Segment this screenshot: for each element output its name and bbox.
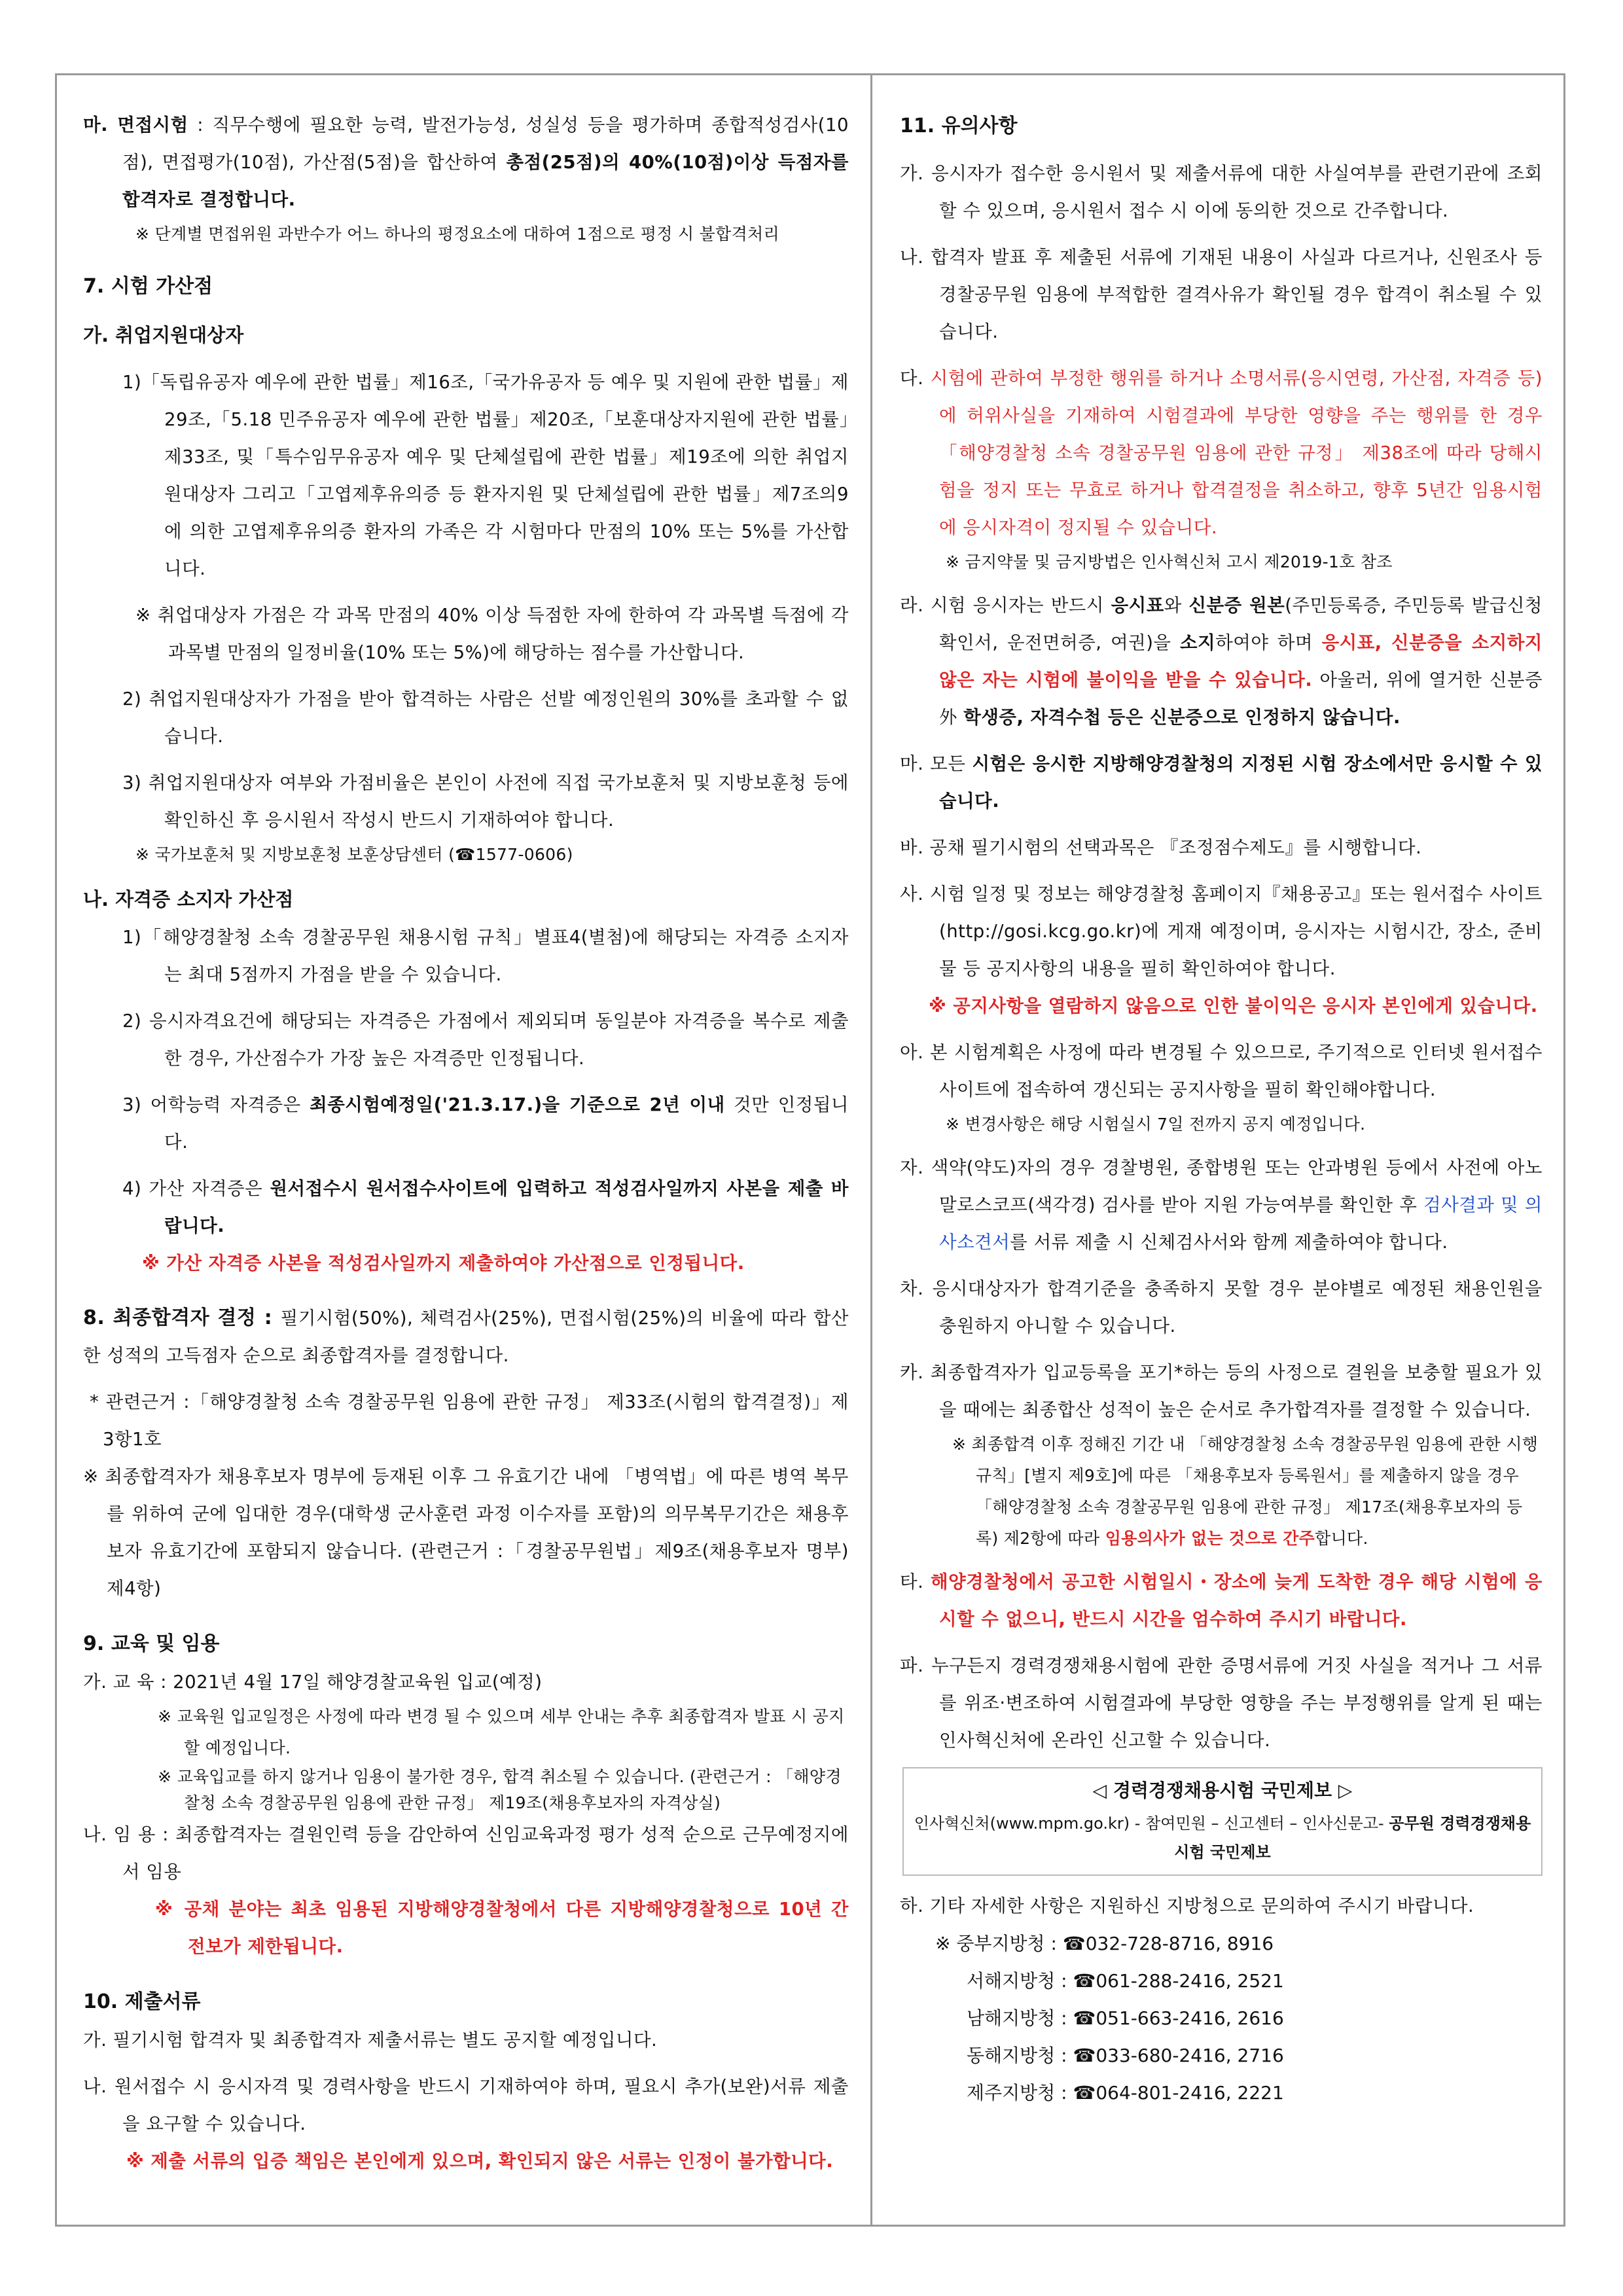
notice-da-label: 다. bbox=[900, 368, 931, 389]
interview-bold: 총점(25점)의 40%(10점)이상 득점자를 합격자로 결정합니다. bbox=[122, 152, 849, 210]
ka-note-3: 합니다. bbox=[1315, 1529, 1368, 1548]
notice-sa: 사. 시험 일정 및 정보는 해양경찰청 홈페이지『채용공고』또는 원서접수 사이트(http://gosi.kcg.go.kr)에 게재 예정이며, 응시자는 시험시간, 장소, 준비물 등 공지사항의 내용을 필히 확인하여야 합니다. bbox=[900, 884, 1543, 979]
ra-7: 하여야 하며 bbox=[1215, 632, 1322, 653]
ra-5: (주민등록증, 주민등록 발급신청 확인서, 운전면허증, 여권)을 bbox=[939, 595, 1543, 653]
section-10b: 나. 원서접수 시 응시자격 및 경력사항을 반드시 기재하여야 하며, 필요시 추가(보완)서류 제출을 요구할 수 있습니다. bbox=[83, 2076, 849, 2134]
notice-ja bbox=[900, 1149, 1543, 1261]
section-8-basis: * 관련근거 :「해양경찰청 소속 경찰공무원 임용에 관한 규정」 제33조(시험의 합격결정)」제3항1호 bbox=[90, 1391, 849, 1450]
ja-1: 자. 색약(약도)자의 경우 경찰병원, 종합병원 또는 안과병원 등에서 사전에 아노말로스코프(색각경) 검사를 받아 지원 가능여부를 확인한 후 bbox=[900, 1157, 1543, 1215]
section-7a-item-1: 1)「독립유공자 예우에 관한 법률」제16조,「국가유공자 등 예우 및 지원에 관한 법률」제29조,「5.18 민주유공자 예우에 관한 법률」제20조,「보훈대상자지원에 관한 법률」제33조, 및「특수임무유공자 예우 및 단체설립에 관한 법률」제19조에 의한 취업지원대상자 그리고「고엽제후유의증 등 환자지원 및 단체설립에 관한 법률」제7조의9에 의한 고엽제후유의증 환자의 가족은 각 시험마다 만점의 10% 또는 5%를 가산합니다. bbox=[122, 372, 849, 579]
interview-label: 마. 면접시험 bbox=[83, 115, 188, 135]
ta-text: 해양경찰청에서 공고한 시험일시・장소에 늦게 도착한 경우 해당 시험에 응시할 수 없으니, 반드시 시간을 엄수하여 주시기 바랍니다. bbox=[931, 1571, 1543, 1630]
section-7b-item-2: 2) 응시자격요건에 해당되는 자격증은 가점에서 제외되며 동일분야 자격증을 복수로 제출한 경우, 가산점수가 가장 높은 자격증만 인정됩니다. bbox=[122, 1011, 849, 1069]
page-frame bbox=[55, 73, 1565, 2227]
ja-2: 검사결과 및 의사소견서 bbox=[939, 1194, 1543, 1253]
item-3-bold: 최종시험예정일('21.3.17.)을 기준으로 2년 이내 bbox=[310, 1094, 725, 1115]
ja-3: 를 서류 제출 시 신체검사서와 함께 제출하여야 합니다. bbox=[1010, 1232, 1448, 1253]
section-8-text: 필기시험(50%), 체력검사(25%), 면접시험(25%)의 비율에 따라 합산한 성적의 고득점자 순으로 최종합격자를 결정합니다. bbox=[83, 1308, 849, 1366]
section-7a-title: 가. 취업지원대상자 bbox=[83, 324, 244, 346]
ma-2: 시험은 응시한 지방해양경찰청의 지정된 시험 장소에서만 응시할 수 있습니다. bbox=[939, 753, 1543, 812]
contact-jeju: 제주지방청 : ☎064-801-2416, 2221 bbox=[967, 2082, 1284, 2104]
notice-da-text: 시험에 관하여 부정한 행위를 하거나 소명서류(응시연령, 가산점, 자격증 등)에 허위사실을 기재하여 시험결과에 부당한 영향을 주는 행위를 한 경우「해양경찰청 소속 경찰공무원 임용에 관한 규정」 제38조에 따라 당해시험을 정지 또는 무효로 하거나 합격결정을 취소하고, 향후 5년간 임용시험에 응시자격이 정지될 수 있습니다. bbox=[930, 368, 1543, 538]
report-path-bold: 공무원 경력경쟁채용시험 국민제보 bbox=[1174, 1814, 1531, 1861]
ra-9: 아울러, 위에 열거한 신분증 外 bbox=[939, 670, 1543, 728]
section-7b-item-4 bbox=[83, 1170, 849, 1245]
section-9-title: 9. 교육 및 임용 bbox=[83, 1632, 220, 1655]
ma-1: 마. 모든 bbox=[900, 753, 972, 774]
column-divider bbox=[870, 75, 872, 2225]
notice-a-note: ※ 변경사항은 해당 시험실시 7일 전까지 공지 예정입니다. bbox=[946, 1115, 1366, 1134]
report-box bbox=[902, 1767, 1543, 1876]
section-10a: 가. 필기시험 합격자 및 최종합격자 제출서류는 별도 공지할 예정입니다. bbox=[83, 2030, 658, 2051]
section-7a-item-3: 3) 취업지원대상자 여부와 가점비율은 본인이 사전에 직접 국가보훈처 및 지방보훈청 등에 확인하신 후 응시원서 작성시 반드시 기재하여야 합니다. bbox=[122, 772, 849, 831]
section-9b: 나. 임 용 : 최종합격자는 결원인력 등을 감안하여 신임교육과정 평가 성적 순으로 근무예정지에서 임용 bbox=[83, 1824, 849, 1882]
notice-ha: 하. 기타 자세한 사항은 지원하신 지방청으로 문의하여 주시기 바랍니다. bbox=[900, 1895, 1474, 1916]
section-11-title: 11. 유의사항 bbox=[900, 115, 1018, 137]
section-7b-title: 나. 자격증 소지자 가산점 bbox=[83, 888, 294, 910]
section-8-note: ※ 최종합격자가 채용후보자 명부에 등재된 이후 그 유효기간 내에 「병역법」에 따른 병역 복무를 위하여 군에 입대한 경우(대학생 군사훈련 과정 이수자를 포함)의 의무복무기간은 채용후보자 유효기간에 포함되지 않습니다. (관련근거 :「경찰공무원법」제9조(채용후보자 명부) 제4항) bbox=[83, 1466, 849, 1599]
notice-ba: 바. 공채 필기시험의 선택과목은 『조정점수제도』를 시행합니다. bbox=[900, 837, 1422, 858]
section-7b-item-3 bbox=[83, 1086, 849, 1161]
notice-na: 나. 합격자 발표 후 제출된 서류에 기재된 내용이 사실과 다르거나, 신원조사 등 경찰공무원 임용에 부적합한 결격사유가 확인될 경우 합격이 취소될 수 있습니다. bbox=[900, 247, 1543, 342]
ta-label: 타. bbox=[900, 1571, 931, 1592]
ra-10: 학생증, 자격수첩 등은 신분증으로 인정하지 않습니다. bbox=[963, 707, 1400, 728]
section-7a-note-2: ※ 국가보훈처 및 지방보훈청 보훈상담센터 (☎1577-0606) bbox=[135, 845, 573, 864]
section-9b-note: ※ 공채 분야는 최초 임용된 지방해양경찰청에서 다른 지방해양경찰청으로 10년 간 전보가 제한됩니다. bbox=[155, 1899, 849, 1957]
section-7a-item-2: 2) 취업지원대상자가 가점을 받아 합격하는 사람은 선발 예정인원의 30%를 초과할 수 없습니다. bbox=[122, 689, 849, 747]
report-box-title: ◁ 경력경쟁채용시험 국민제보 ▷ bbox=[1092, 1780, 1353, 1801]
notice-sa-note: ※ 공지사항을 열람하지 않음으로 인한 불이익은 응시자 본인에게 있습니다. bbox=[929, 996, 1538, 1016]
section-9a-note-1: ※ 교육원 입교일정은 사정에 따라 변경 될 수 있으며 세부 안내는 추후 최종합격자 발표 시 공지할 예정입니다. bbox=[158, 1707, 845, 1757]
ra-3: 와 bbox=[1164, 595, 1189, 616]
item-4-text: 4) 가산 자격증은 bbox=[122, 1178, 270, 1199]
report-box-path bbox=[910, 1809, 1535, 1867]
notice-ka-note bbox=[900, 1429, 1543, 1554]
notice-a: 아. 본 시험계획은 사정에 따라 변경될 수 있으므로, 주기적으로 인터넷 원서접수사이트에 접속하여 갱신되는 공지사항을 필히 확인해야합니다. bbox=[900, 1042, 1543, 1100]
notice-ta bbox=[900, 1564, 1543, 1638]
right-column bbox=[900, 107, 1543, 2205]
report-path-text: 인사혁신처(www.mpm.go.kr) - 참여민원 – 신고센터 – 인사신문고- bbox=[914, 1814, 1389, 1833]
section-8-paragraph bbox=[83, 1299, 849, 1374]
interview-paragraph bbox=[83, 107, 849, 219]
section-7a-note-1: ※ 취업대상자 가점은 각 과목 만점의 40% 이상 득점한 자에 한하여 각 과목별 득점에 각 과목별 만점의 일정비율(10% 또는 5%)에 해당하는 점수를 가산합니다. bbox=[135, 605, 849, 663]
notice-pa: 파. 누구든지 경력경쟁채용시험에 관한 증명서류에 거짓 사실을 적거나 그 서류를 위조·변조하여 시험결과에 부당한 영향을 주는 부정행위를 알게 된 때는 인사혁신처에 온라인 신고할 수 있습니다. bbox=[900, 1655, 1543, 1751]
section-9a: 가. 교 육 : 2021년 4월 17일 해양경찰교육원 입교(예정) bbox=[83, 1672, 543, 1693]
notice-ma bbox=[900, 745, 1543, 820]
section-10-title: 10. 제출서류 bbox=[83, 1990, 201, 2013]
ra-8: 응시표, 신분증을 소지하지 않은 자는 시험에 불이익을 받을 수 있습니다. bbox=[939, 632, 1543, 691]
contact-seohae: 서해지방청 : ☎061-288-2416, 2521 bbox=[967, 1970, 1284, 1992]
section-9a-note-2: ※ 교육입교를 하지 않거나 임용이 불가한 경우, 합격 취소될 수 있습니다. (관련근거 : 「해양경찰청 소속 경찰공무원 임용에 관한 규정」 제19조(채용후보자의 자격상실) bbox=[158, 1767, 842, 1812]
contact-donghae: 동해지방청 : ☎033-680-2416, 2716 bbox=[967, 2045, 1284, 2066]
left-column bbox=[83, 107, 849, 2205]
item-3-text: 3) 어학능력 자격증은 bbox=[122, 1094, 310, 1115]
notice-ra bbox=[900, 587, 1543, 736]
notice-cha: 차. 응시대상자가 합격기준을 충족하지 못할 경우 분야별로 예정된 채용인원을 충원하지 아니할 수 있습니다. bbox=[900, 1278, 1543, 1336]
ra-4: 신분증 원본 bbox=[1188, 595, 1285, 616]
item-3-tail: 것만 인정됩니다. bbox=[164, 1094, 849, 1153]
item-4-bold: 원서접수시 원서접수사이트에 입력하고 적성검사일까지 사본을 제출 바랍니다. bbox=[164, 1178, 849, 1236]
notice-ka: 카. 최종합격자가 입교등록을 포기*하는 등의 사정으로 결원을 보충할 필요가 있을 때에는 최종합산 성적이 높은 순서로 추가합격자를 결정할 수 있습니다. bbox=[900, 1362, 1543, 1420]
notice-da-note: ※ 금지약물 및 금지방법은 인사혁신처 고시 제2019-1호 참조 bbox=[946, 552, 1393, 571]
section-7b-item-1: 1)「해양경찰청 소속 경찰공무원 채용시험 규칙」별표4(별첨)에 해당되는 자격증 소지자는 최대 5점까지 가점을 받을 수 있습니다. bbox=[122, 927, 849, 985]
section-7b-note: ※ 가산 자격증 사본을 적성검사일까지 제출하여야 가산점으로 인정됩니다. bbox=[142, 1253, 745, 1274]
contact-list bbox=[900, 1925, 1543, 2111]
interview-note: ※ 단계별 면접위원 과반수가 어느 하나의 평정요소에 대하여 1점으로 평정 시 불합격처리 bbox=[135, 224, 779, 243]
contact-namhae: 남해지방청 : ☎051-663-2416, 2616 bbox=[967, 2007, 1284, 2029]
notice-ga: 가. 응시자가 접수한 응시원서 및 제출서류에 대한 사실여부를 관련기관에 조회할 수 있으며, 응시원서 접수 시 이에 동의한 것으로 간주합니다. bbox=[900, 163, 1543, 221]
ra-6: 소지 bbox=[1180, 632, 1216, 653]
contact-jungbu: ※ 중부지방청 : ☎032-728-8716, 8916 bbox=[935, 1933, 1274, 1954]
section-7-title: 7. 시험 가산점 bbox=[83, 275, 213, 298]
interview-text: : 직무수행에 필요한 능력, 발전가능성, 성실성 등을 평가하며 종합적성검사(10점), 면접평가(10점), 가산점(5점)을 합산하여 bbox=[122, 115, 849, 173]
notice-da bbox=[900, 360, 1543, 547]
ka-note-2: 임용의사가 없는 것으로 간주 bbox=[1105, 1529, 1315, 1548]
section-10-note: ※ 제출 서류의 입증 책임은 본인에게 있으며, 확인되지 않은 서류는 인정이 불가합니다. bbox=[126, 2151, 834, 2172]
section-8-title: 8. 최종합격자 결정 : bbox=[83, 1306, 281, 1329]
ra-2: 응시표 bbox=[1111, 595, 1164, 616]
ka-note-1: ※ 최종합격 이후 정해진 기간 내 「해양경찰청 소속 경찰공무원 임용에 관한 시행규칙」[별지 제9호]에 따른 「채용후보자 등록원서」를 제출하지 않을 경우「해양경찰청 소속 경찰공무원 임용에 관한 규정」 제17조(채용후보자의 등록) 제2항에 따라 bbox=[952, 1435, 1539, 1548]
ra-1: 라. 시험 응시자는 반드시 bbox=[900, 595, 1111, 616]
